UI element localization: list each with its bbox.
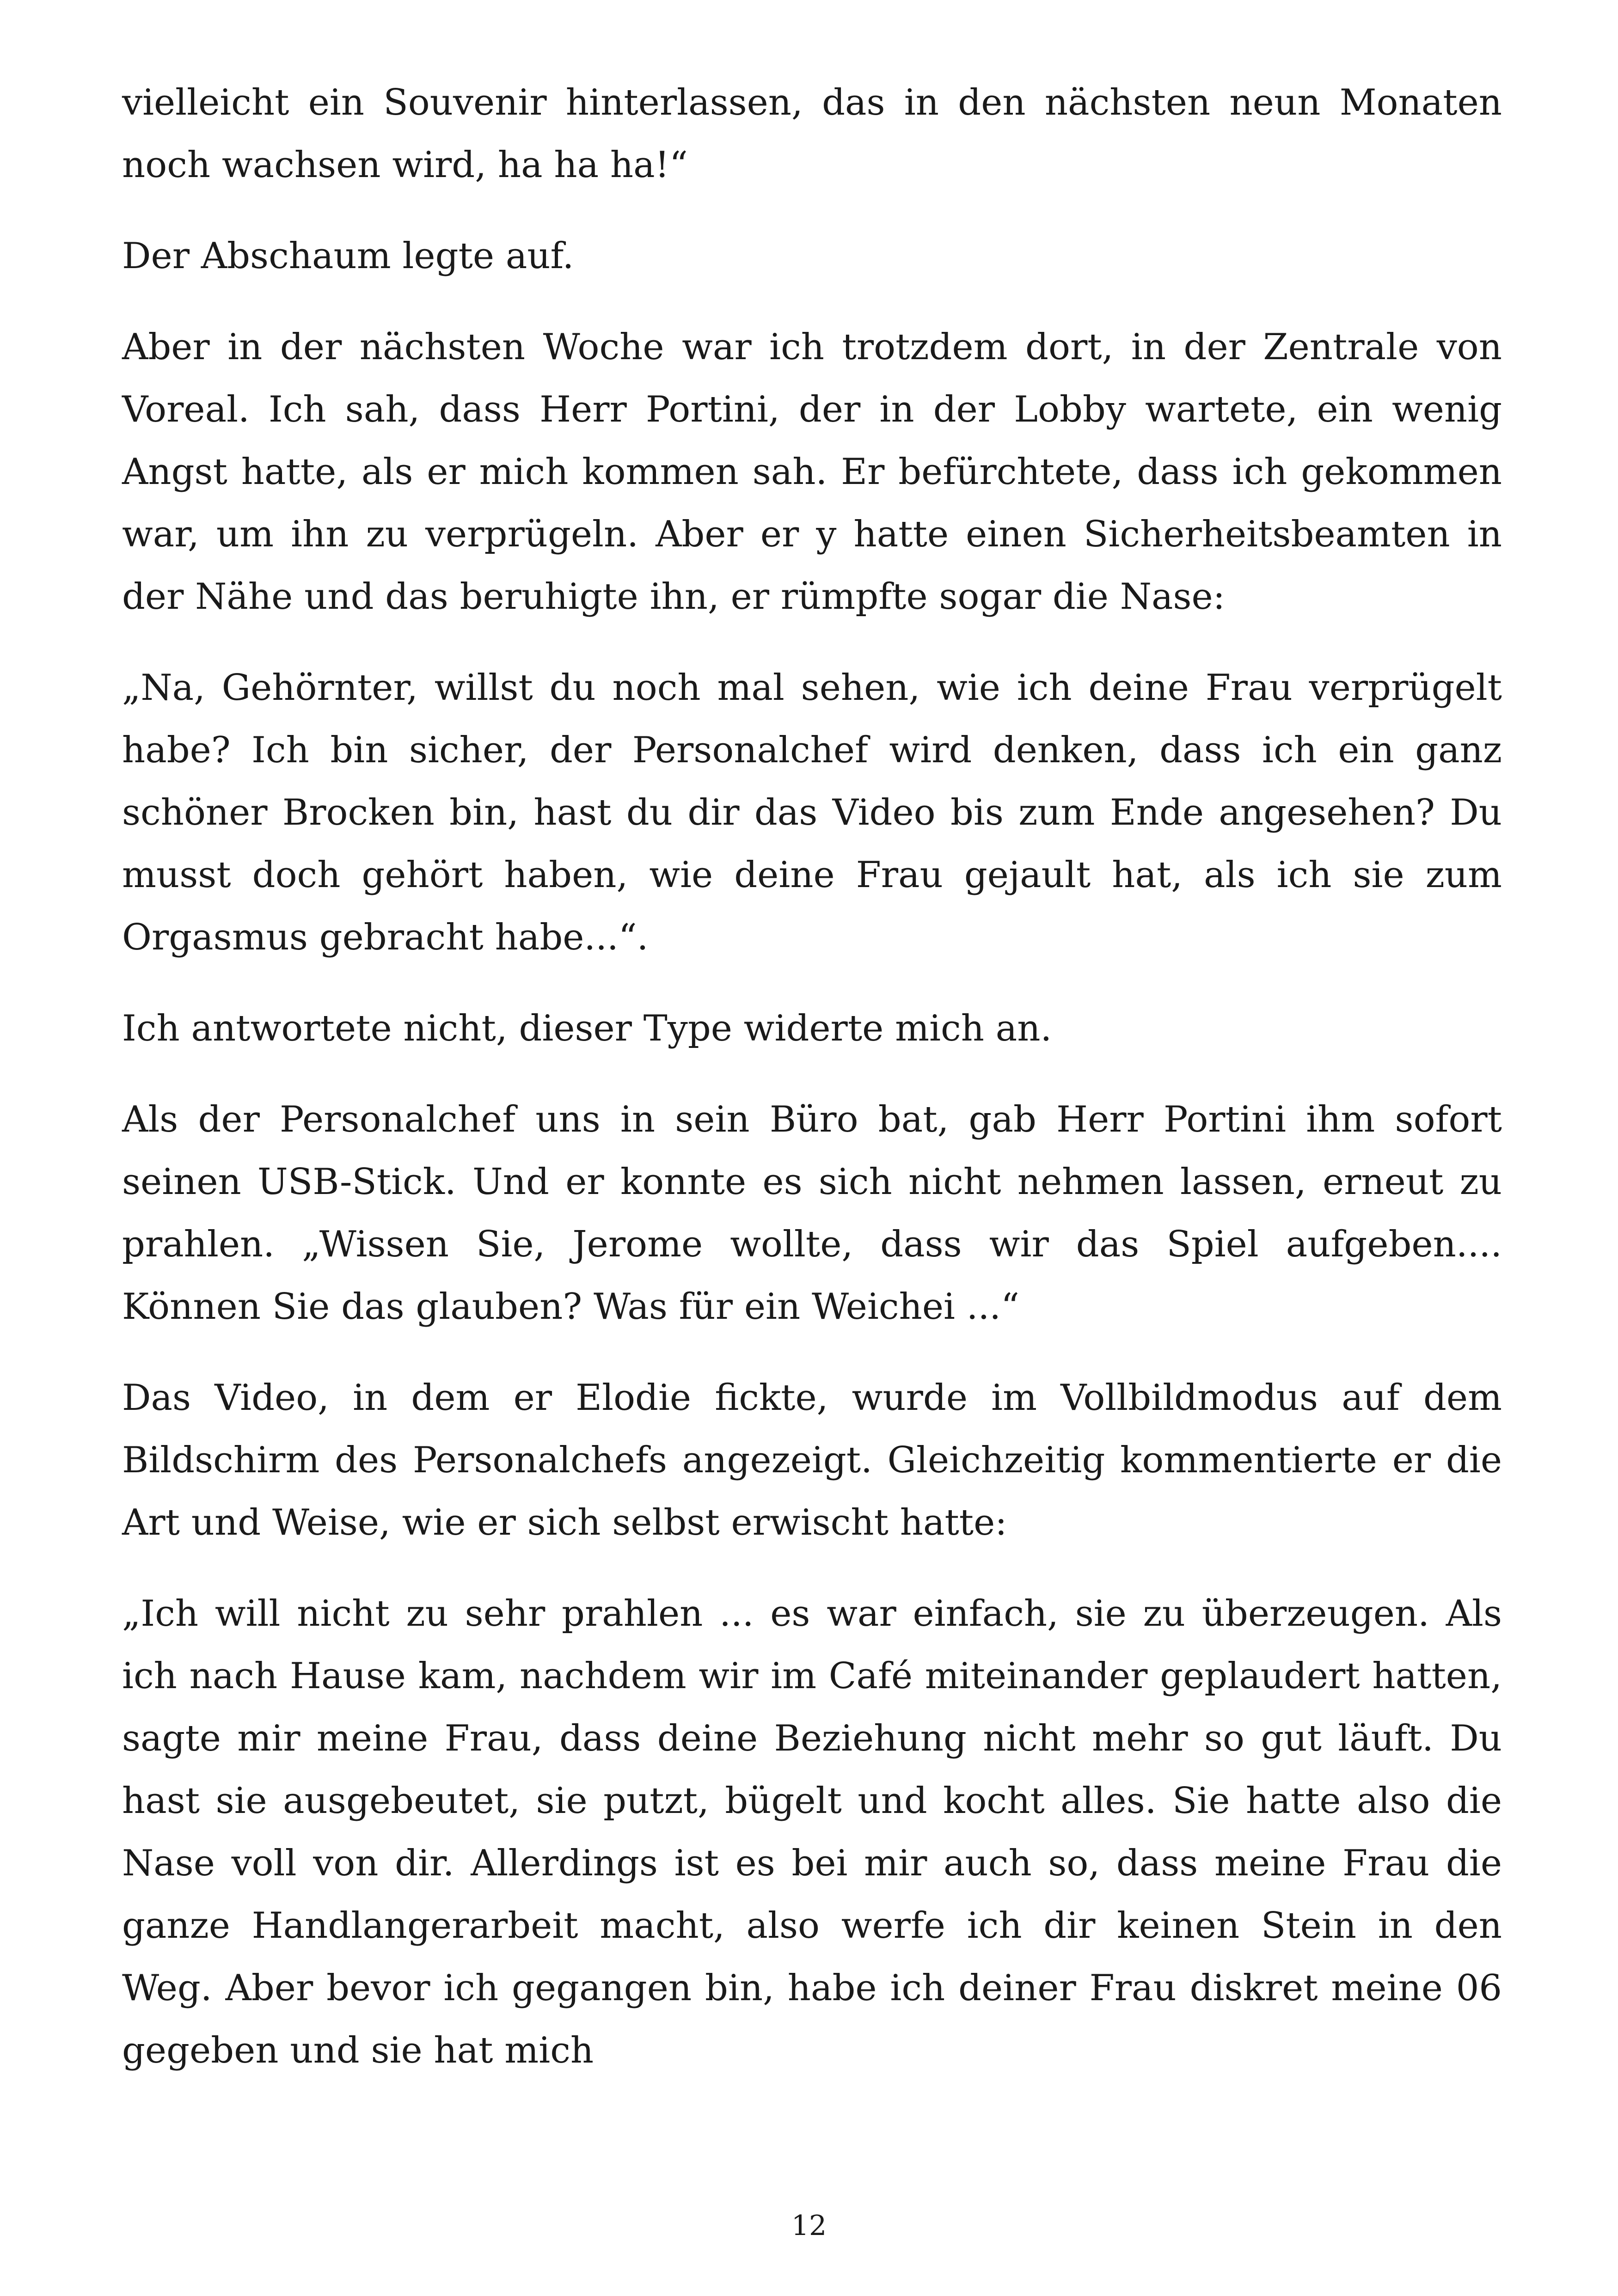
page-body [122,72,1502,2111]
paragraph-8: „Ich will nicht zu sehr prahlen ... es war einfach, sie zu überzeugen. Als ich nach Hause kam, nachdem wir im Café miteinander geplaudert hatten, sagte mir meine Frau, dass deine Beziehung nicht mehr so gut läuft. Du hast sie ausgebeutet, sie putzt, bügelt und kocht alles. Sie hatte also die Nase voll von dir. Allerdings ist es bei mir auch so, dass meine Frau die ganze Handlangerarbeit macht, also werfe ich dir keinen Stein in den Weg. Aber bevor ich gegangen bin, habe ich deiner Frau diskret meine 06 gegeben und sie hat mich [122,1593,1502,2071]
page-number: 12 [791,2210,827,2242]
paragraph-6: Als der Personalchef uns in sein Büro bat, gab Herr Portini ihm sofort seinen USB-Stick. Und er konnte es sich nicht nehmen lassen, erneut zu prahlen. „Wissen Sie, Jerome wollte, dass wir das Spiel aufgeben.... Können Sie das glauben? Was für ein Weichei ...“ [122,1099,1502,1328]
paragraph-7: Das Video, in dem er Elodie fickte, wurde im Vollbildmodus auf dem Bildschirm des Personalchefs angezeigt. Gleichzeitig kommentierte er die Art und Weise, wie er sich selbst erwischt hatte: [122,1377,1502,1543]
paragraph-5: Ich antwortete nicht, dieser Type widerte mich an. [122,1008,1052,1049]
paragraph-4: „Na, Gehörnter, willst du noch mal sehen, wie ich deine Frau verprügelt habe? Ich bin sicher, der Personalchef wird denken, dass ich ein ganz schöner Brocken bin, hast du dir das Video bis zum Ende angesehen? Du musst doch gehört haben, wie deine Frau gejault hat, als ich sie zum Orgasmus gebracht habe...“. [122,667,1502,958]
paragraph-1: vielleicht ein Souvenir hinterlassen, das in den nächsten neun Monaten noch wachsen wird, ha ha ha!“ [122,82,1502,186]
paragraph-2: Der Abschaum legte auf. [122,235,574,277]
paragraph-3: Aber in der nächsten Woche war ich trotzdem dort, in der Zentrale von Voreal. Ich sah, dass Herr Portini, der in der Lobby wartete, ein wenig Angst hatte, als er mich kommen sah. Er befürchtete, dass ich gekommen war, um ihn zu verprügeln. Aber er y hatte einen Sicherheitsbeamten in der Nähe und das beruhigte ihn, er rümpfte sogar die Nase: [122,326,1502,618]
